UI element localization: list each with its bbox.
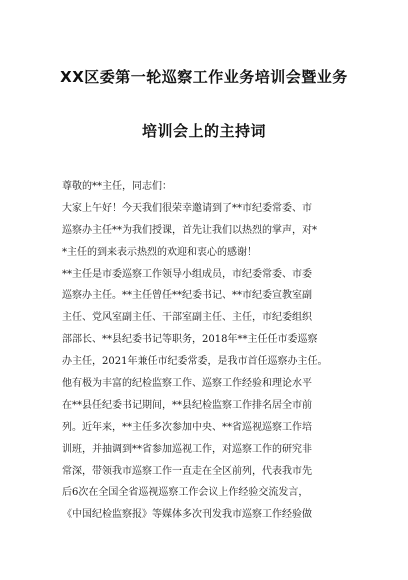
document-title-line-1: XX区委第一轮巡察工作业务培训会暨业务 bbox=[60, 68, 348, 86]
body-line: 大家上午好！今天我们很荣幸邀请到了**市纪委常委、市 bbox=[62, 202, 312, 214]
body-line: 办主任，2021年兼任市纪委常委，是我市首任巡察办主任。 bbox=[62, 356, 328, 368]
body-line: 在**县任纪委书记期间，**县纪检监察工作排名居全市前 bbox=[62, 399, 312, 411]
body-line: 训班，并抽调到**省参加巡视工作，对巡察工作的研究非 bbox=[62, 443, 312, 455]
body-line: 部部长、**县纪委书记等职务，2018年**主任任市委巡察 bbox=[62, 334, 318, 346]
body-line: 主任、党风室副主任、干部室副主任、主任，市纪委组织 bbox=[62, 312, 312, 324]
body-line: 《中国纪检监察报》等媒体多次刊发我市巡察工作经验做 bbox=[62, 509, 312, 521]
body-line: **主任是市委巡察工作领导小组成员，市纪委常委、市委 bbox=[62, 268, 312, 280]
salutation: 尊敬的**主任，同志们： bbox=[62, 181, 172, 192]
body-line: 巡察办主任**为我们授课，首先让我们以热烈的掌声，对* bbox=[62, 224, 317, 236]
document-body bbox=[62, 176, 352, 526]
body-line: 后6次在全国全省巡视巡察工作会议上作经验交流发言， bbox=[62, 487, 309, 499]
body-line: 列。近年来，**主任多次参加中央、**省巡视巡察工作培 bbox=[62, 421, 312, 433]
body-line: 常深，带领我市巡察工作一直走在全区前列，代表我市先 bbox=[62, 465, 312, 477]
body-line: 他有极为丰富的纪检监察工作、巡察工作经验和理论水平 bbox=[62, 378, 312, 390]
document-title-line-2: 培训会上的主持词 bbox=[141, 122, 266, 140]
body-line: *主任的到来表示热烈的欢迎和衷心的感谢！ bbox=[62, 246, 257, 258]
body-line: 巡察办主任。**主任曾任**纪委书记、**市纪委宣教室副 bbox=[62, 290, 312, 302]
